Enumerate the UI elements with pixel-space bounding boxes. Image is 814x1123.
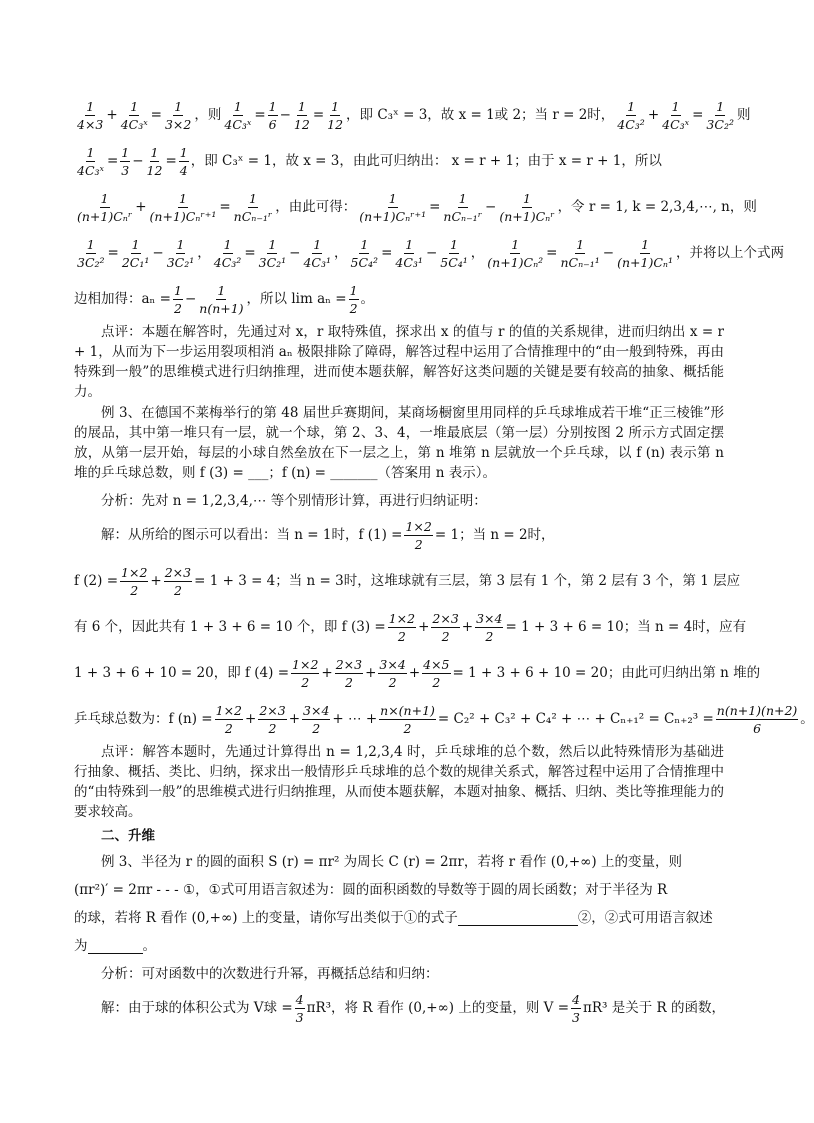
solution-line-5: 乒乓球总数为：f (n) = $\frac{1\times 2}{2}$ + $\frac{2\times 3}{2}$ + $\frac{3\times 4}{2}$ + ⋯ + $\frac{n\times(n+1)}{2}$ = C₂² + C₃² + C₄² + ⋯ + Cₙ₊₁² = Cₙ₊₂³ = $\frac{n(n+1)(n+2)}{6}$ 。 xyxy=(74,702,814,736)
equals-sign: = xyxy=(312,107,325,123)
solution-line-1 xyxy=(74,512,724,558)
fraction: $\frac{1}{\text{4C₃ˣ}}$ xyxy=(662,98,690,132)
fraction: $\frac{1}{\text{nCₙ₋₁¹}}$ xyxy=(560,236,600,270)
fraction: $\frac{4\times 5}{2}$ xyxy=(423,656,450,690)
text-run: ，并将以上个式两 xyxy=(675,245,784,261)
text-run: 乒乓球总数为：f (n) = xyxy=(74,711,213,727)
equals-sign: = xyxy=(106,153,119,169)
fraction: $\frac{2\times 3}{2}$ xyxy=(335,656,363,690)
fraction: $\frac{1}{\text{(n+1)Cₙʳ}}$ xyxy=(499,190,555,224)
text-run: 。 xyxy=(360,291,375,307)
fraction: $\frac{1}{\text{4C₃ˣ}}$ xyxy=(224,98,252,132)
fraction: $\frac{n(n+1)(n+2)}{6}$ xyxy=(716,702,798,736)
solution-line-2: f (2) = $\frac{1\times 2}{2}$ + $\frac{2\times 3}{2}$ = 1 + 3 = 4；当 n = 3时，这堆球就有三层，第 3 层有 1 个，第 2 层有 3 个，第 1 层应 xyxy=(74,564,741,598)
fraction: $\frac{1\times 2}{2}$ xyxy=(388,610,416,644)
fraction: $\frac{1}{\text{4C₃ˣ}}$ xyxy=(120,98,148,132)
text-run: 1 + 3 + 6 + 10 = 20，即 f (4) = xyxy=(74,665,290,681)
text-run: 则 xyxy=(736,107,751,123)
fraction: $\frac{3\times 4}{2}$ xyxy=(379,656,406,690)
fraction: $\frac{1\times 2}{2}$ xyxy=(215,702,243,736)
fraction: $\frac{1}{\text{4C₃¹}}$ xyxy=(395,236,423,270)
fraction: $\frac{1}{12}$ xyxy=(146,144,163,178)
fraction: $\frac{3\times 4}{2}$ xyxy=(476,610,503,644)
minus-sign: − xyxy=(279,107,291,123)
fraction: $\frac{1}{\text{3C₂²}}$ xyxy=(706,98,734,132)
fraction: $\frac{4}{3}$ xyxy=(295,991,304,1025)
text-run: f (2) = xyxy=(74,573,119,589)
fraction: $\frac{1}{6}$ xyxy=(268,98,277,132)
text-run: πR³ 是关于 R 的函数， xyxy=(582,1000,725,1016)
solution-line-3: 有 6 个，因此共有 1 + 3 + 6 = 10 个，即 f (3) = $\frac{1\times 2}{2}$ + $\frac{2\times 3}{2}$ + $\frac{3\times 4}{2}$ = 1 + 3 + 6 = 10；当 n = 4时，应有 xyxy=(74,610,747,644)
fraction: $\frac{1}{12}$ xyxy=(293,98,310,132)
example-3-paragraph: 例 3、在德国不莱梅举行的第 48 届世乒赛期间，某商场橱窗里用同样的乒乓球堆成若干堆“正三棱锥”形的展品，其中第一堆只有一层，就一个球，第 2、3、4，一堆最底层（第一层）分别按图 2 所示方式固定摆放，从第一层开始，每层的小球自然垒放在下一层之上，第 n 堆第 n 层就放一个乒乓球，以 f (n) 表示第 n 堆的乒乓球总数，则 f (3) = ___；f (n) = _______（答案用 n 表示）。 xyxy=(74,405,724,481)
text-run: = 1 + 3 + 6 + 10 = 20；由此可归纳出第 n 堆的 xyxy=(452,665,761,681)
fraction: $\frac{1}{n(n+1)}$ xyxy=(199,282,244,316)
text-run: = 1 + 3 + 6 = 10；当 n = 4时，应有 xyxy=(505,619,747,635)
fraction: $\frac{1}{\text{2C₁¹}}$ xyxy=(121,236,150,270)
fraction: $\frac{1}{2}$ xyxy=(174,282,182,316)
fraction: $\frac{1}{3}$ xyxy=(121,144,130,178)
equation-line-1 xyxy=(74,92,751,138)
equation-line-5: 边相加得：aₙ = $\frac{1}{2}$ − $\frac{1}{n(n+1)}$ ，所以 lim aₙ = $\frac{1}{2}$ 。 xyxy=(74,282,375,316)
text-run: ，即 C₃ˣ = 3，故 x = 1或 2；当 r = 2时， xyxy=(346,107,615,123)
fraction: $\frac{1}{2}$ xyxy=(349,282,358,316)
equation-line-2 xyxy=(74,138,724,184)
fraction: $\frac{1\times 2}{2}$ xyxy=(405,518,432,552)
fraction: $\frac{1}{\text{4C₃²}}$ xyxy=(213,236,242,270)
text-run: ，由此可得： xyxy=(275,199,357,215)
fraction: $\frac{1}{\text{4C₃¹}}$ xyxy=(303,236,332,270)
plus-sign: + xyxy=(106,107,118,123)
text-run: = C₂² + C₃² + C₄² + ⋯ + Cₙ₊₁² = Cₙ₊₂³ = xyxy=(437,711,714,727)
equals-sign: = xyxy=(219,199,231,215)
minus-sign: − xyxy=(485,199,497,215)
example-3b-line-4 xyxy=(74,936,724,956)
text-run: 有 6 个，因此共有 1 + 3 + 6 = 10 个，即 f (3) = xyxy=(74,619,386,635)
fraction: $\frac{2\times 3}{2}$ xyxy=(432,610,459,644)
fraction: $\frac{1}{\text{(n+1)Cₙʳ⁺¹}}$ xyxy=(359,190,427,224)
plus-sign: + xyxy=(135,199,147,215)
fraction: $\frac{1}{4}$ xyxy=(179,144,188,178)
fraction: $\frac{1}{\text{5C₄²}}$ xyxy=(350,236,379,270)
equals-sign: = xyxy=(692,107,704,123)
text-run: 解：由于球的体积公式为 V球 = xyxy=(101,1000,293,1016)
analysis-paragraph-1: 分析：先对 n = 1,2,3,4,⋯ 等个别情形计算，再进行归纳证明： xyxy=(101,493,487,509)
section-heading: 二、升维 xyxy=(101,828,155,844)
comment-paragraph-2: 点评：解答本题时，先通过计算得出 n = 1,2,3,4 时，乒乓球堆的总个数，然后以此特殊情形为基础进行抽象、概括、类比、归纳，探求出一般情形乒乓球堆的总个数的规律关系式，解答过程中运用了合情推理中的“由特殊到一般”的思维模式进行归纳推理，从而使本题获解，本题对抽象、概括、归纳、类比等推理能力的要求较高。 xyxy=(74,744,724,820)
text-run: 。 xyxy=(800,711,814,727)
fraction: $\frac{1}{\text{3C₂¹}}$ xyxy=(258,236,287,270)
equation-line-4: $\frac{1}{\text{3C₂²}}$ = $\frac{1}{\text{2C₁¹}}$ − $\frac{1}{\text{3C₂¹}}$ ， $\frac{1}{\text{4C₃²}}$ = $\frac{1}{\text{3C₂¹}}$ − $\frac{1}{\text{4C₃¹}}$ ， $\frac{1}{\text{5C₄²}}$ = $\frac{1}{\text{4C₃¹}}$ − $\frac{1}{\text{5C₄¹}}$ ， $\frac{1}{\text{(n+1)Cₙ²}}$ = $\frac{1}{\text{nCₙ₋₁¹}}$ − $\frac{1}{\text{(n+1)Cₙ¹}}$ ，并将以上个式两 xyxy=(77,236,784,270)
equals-sign: = xyxy=(165,153,177,169)
fraction: $\frac{3\times 4}{2}$ xyxy=(303,702,330,736)
example-3b-line-1: 例 3、半径为 r 的圆的面积 S (r) = πr² 为周长 C (r) = 2πr，若将 r 看作 (0,+∞) 上的变量，则 xyxy=(101,854,682,870)
fraction: $\frac{2\times 3}{2}$ xyxy=(259,702,286,736)
solution-line-4: 1 + 3 + 6 + 10 = 20，即 f (4) = $\frac{1\times 2}{2}$ + $\frac{2\times 3}{2}$ + $\frac{3\times 4}{2}$ + $\frac{4\times 5}{2}$ = 1 + 3 + 6 + 10 = 20；由此可归纳出第 n 堆的 xyxy=(74,656,761,690)
fraction: $\frac{1}{4\times 3}$ xyxy=(77,98,104,132)
equals-sign: = xyxy=(150,107,162,123)
plus-sign: + xyxy=(647,107,660,123)
fraction: $\frac{1}{12}$ xyxy=(327,98,344,132)
text-run: ，则 xyxy=(194,107,222,123)
text-run: = 1；当 n = 2时， xyxy=(434,527,555,543)
fraction: $\frac{1}{\text{(n+1)Cₙʳ}}$ xyxy=(77,190,133,224)
minus-sign: − xyxy=(132,153,144,169)
fraction: $\frac{1}{\text{5C₄¹}}$ xyxy=(440,236,468,270)
example-3b-line-3 xyxy=(74,908,724,928)
text-run: ②，②式可用语言叙述 xyxy=(577,910,713,926)
document-body xyxy=(74,92,814,1031)
comment-paragraph-1: 点评：本题在解答时，先通过对 x，r 取特殊值，探求出 x 的值与 r 的值的关系规律，进而归纳出 x = r + 1，从而为下一步运用裂项相消 aₙ 极限排除了障碍，解答过程中运用了合情推理中的“由一般到特殊，再由特殊到一般”的思维模式进行归纳推理，进而使本题获解，解答好这类问题的关键是要有较高的抽象、概括能力。 xyxy=(74,324,724,400)
text-run: ，所以 lim aₙ = xyxy=(246,291,347,307)
text-run: 。 xyxy=(142,938,156,954)
fraction: $\frac{1}{\text{(n+1)Cₙ¹}}$ xyxy=(617,236,673,270)
text-run: 的球，若将 R 看作 (0,+∞) 上的变量，请你写出类似于①的式子 xyxy=(74,910,458,926)
fraction: $\frac{n\times(n+1)}{2}$ xyxy=(380,702,435,736)
text-run: 为 xyxy=(74,938,88,954)
analysis-paragraph-2: 分析：可对函数中的次数进行升幂，再概括总结和归纳： xyxy=(101,966,439,982)
equals-sign: = xyxy=(254,107,266,123)
fraction: $\frac{1}{\text{(n+1)Cₙʳ⁺¹}}$ xyxy=(149,190,217,224)
equals-sign: = xyxy=(429,199,441,215)
fraction: $\frac{1}{\text{3C₂²}}$ xyxy=(77,236,105,270)
answer-blank[interactable] xyxy=(88,939,143,954)
equation-line-3 xyxy=(74,184,757,230)
fraction: $\frac{2\times 3}{2}$ xyxy=(164,564,192,598)
fraction: $\frac{1}{\text{(n+1)Cₙ²}}$ xyxy=(487,236,544,270)
text-run: = 1 + 3 = 4；当 n = 3时，这堆球就有三层，第 3 层有 1 个，第 2 层有 3 个，第 1 层应 xyxy=(194,573,741,589)
text-run: ，令 r = 1, k = 2,3,4,⋯, n，则 xyxy=(557,199,757,215)
fraction: $\frac{1}{3\times 2}$ xyxy=(164,98,192,132)
fraction: $\frac{1}{\text{4C₃ˣ}}$ xyxy=(77,144,104,178)
text-run: 解：从所给的图示可以看出：当 n = 1时，f (1) = xyxy=(101,527,403,543)
fraction: $\frac{1}{\text{4C₃²}}$ xyxy=(617,98,645,132)
text-run: πR³，将 R 看作 (0,+∞) 上的变量，则 V = xyxy=(306,1000,570,1016)
answer-blank[interactable] xyxy=(458,911,578,926)
example-3b-line-2: (πr²)′ = 2πr - - - ①，①式可用语言叙述为：圆的面积函数的导数等于圆的周长函数；对于半径为 R xyxy=(74,882,668,898)
text-run: 边相加得：aₙ = xyxy=(74,291,171,307)
solution-line-6 xyxy=(74,985,724,1031)
fraction: $\frac{1\times 2}{2}$ xyxy=(292,656,319,690)
text-run: ，即 C₃ˣ = 1，故 x = 3，由此可归纳出： x = r + 1；由于 x = r + 1，所以 xyxy=(190,153,662,169)
fraction: $\frac{1}{\text{nCₙ₋₁ʳ}}$ xyxy=(233,190,273,224)
fraction: $\frac{4}{3}$ xyxy=(572,991,580,1025)
fraction: $\frac{1\times 2}{2}$ xyxy=(121,564,148,598)
text-run: + ⋯ + xyxy=(332,711,378,727)
fraction: $\frac{1}{\text{nCₙ₋₁ʳ}}$ xyxy=(443,190,483,224)
fraction: $\frac{1}{\text{3C₂¹}}$ xyxy=(166,236,195,270)
